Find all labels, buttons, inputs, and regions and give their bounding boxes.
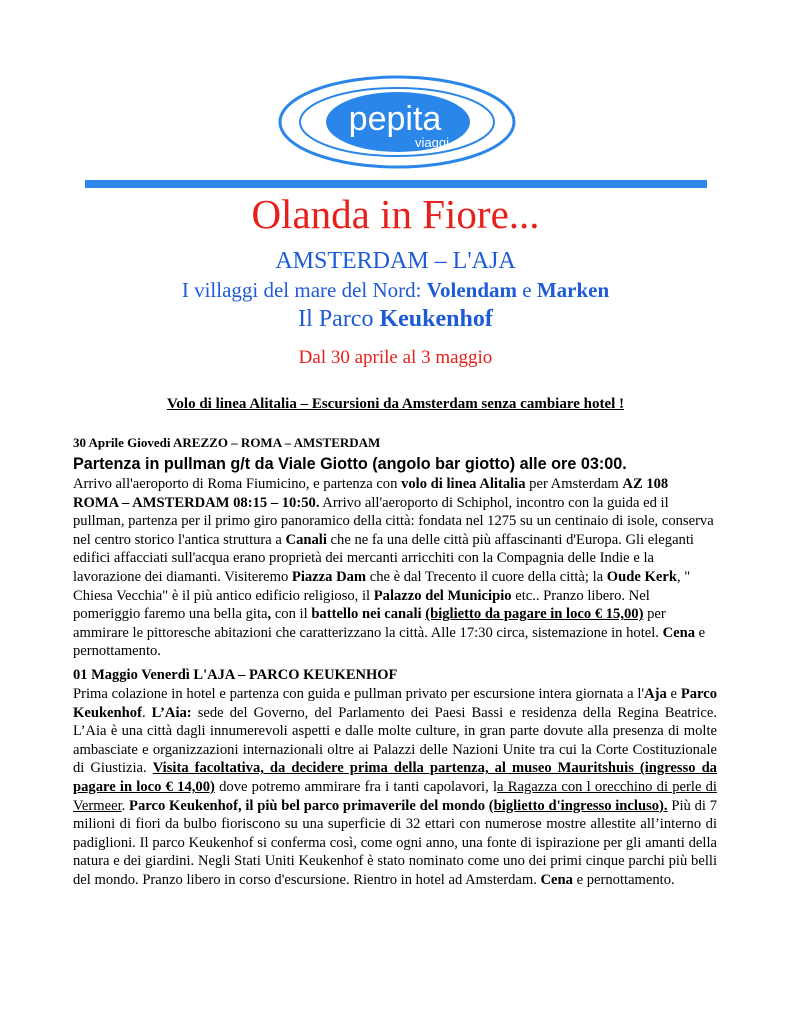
day2-section [73,665,717,890]
villages-line: I villaggi del mare del Nord: Volendam e Marken [181,278,610,302]
logo-subtitle: viaggi [415,135,449,150]
header-rule [85,180,707,188]
flight-notice: Volo di linea Alitalia – Escursioni da Amsterdam senza cambiare hotel ! [166,396,625,412]
day1-heading: 30 Aprile Giovedi AREZZO – ROMA – AMSTERDAM [73,435,381,450]
day1-body: Arrivo all'aeroporto di Roma Fiumicino, e partenza con volo di linea Alitalia per Amsterdam AZ 108 ROMA – AMSTERDAM 08:15 – 10:50. Arrivo all'aeroporto di Schiphol, incontro con la guida ed il pullman, partenza per il primo giro panoramico della città: fondata nel 1275 su un centinaio di isole, conserva nel centro storico l'antica struttura a Canali che ne fa una delle città più affascinanti d'Europa. Gli eleganti edifici affacciati sull'acqua erano proprietà dei mercanti arricchiti con la Compagnia delle Indie e la lavorazione dei diamanti. Visiteremo Piazza Dam che è dal Trecento il cuore della città; la Oude Kerk, " Chiesa Vecchia" è il più antico edificio religioso, il Palazzo del Municipio etc.. Pranzo libero. Nel pomeriggio faremo una bella gita, con il battello nei canali (biglietto da pagare in loco € 15,00) per ammirare le pittoresche abitazioni che caratterizzano la città. Alle 17:30 circa, sistemazione in hotel. Cena e pernottamento. [73,476,714,660]
day2-body: Prima colazione in hotel e partenza con guida e pullman privato per escursione intera giornata a l'Aja e Parco Keukenhof. L’Aia: sede del Governo, del Parlamento dei Paesi Bassi e residenza della Regina Beatrice. L’Aia è una città dagli innumerevoli aspetti e dalle molte culture, in gran parte dovute alla presenza di molte ambasciate e organizzazioni internazionali oltre ai Palazzi delle Nazioni Unite tra cui la Corte Costituzionale di Giustizia. Visita facoltativa, da decidere prima della partenza, al museo Mauritshuis (ingresso da pagare in loco € 14,00) dove potremo ammirare fra i tanti capolavori, la Ragazza con l orecchino di perle di Vermeer. Parco Keukenhof, il più bel parco primaverile del mondo (biglietto d'ingresso incluso). Più di 7 milioni di fiori da bulbo fioriscono su una superficie di 32 ettari con numerose mostre allestite all’interno di padiglioni. Il parco Keukenhof si conferma così, come ogni anno, una fonte di ispirazione per gli amanti della natura e dei giardini. Negli Stati Uniti Keukenhof è stato nominato come uno dei primi cinque parchi più belli del mondo. Pranzo libero in corso d'escursione. Rientro in hotel ad Amsterdam. Cena e pernottamento. [73,686,718,888]
park-line: Il Parco Keukenhof [298,306,493,332]
day2-heading: 01 Maggio Venerdì L'AJA – PARCO KEUKENHOF [73,667,398,683]
destination-line: AMSTERDAM – L'AJA [275,248,516,274]
pepita-viaggi-logo [277,74,517,170]
day1-lead: Partenza in pullman g/t da Viale Giotto (angolo bar giotto) alle ore 03:00. [73,455,627,473]
travel-dates: Dal 30 aprile al 3 maggio [298,347,493,368]
page-title: Olanda in Fiore... [251,191,540,237]
day1-section [73,433,717,661]
logo-brand: pepita [348,100,442,138]
